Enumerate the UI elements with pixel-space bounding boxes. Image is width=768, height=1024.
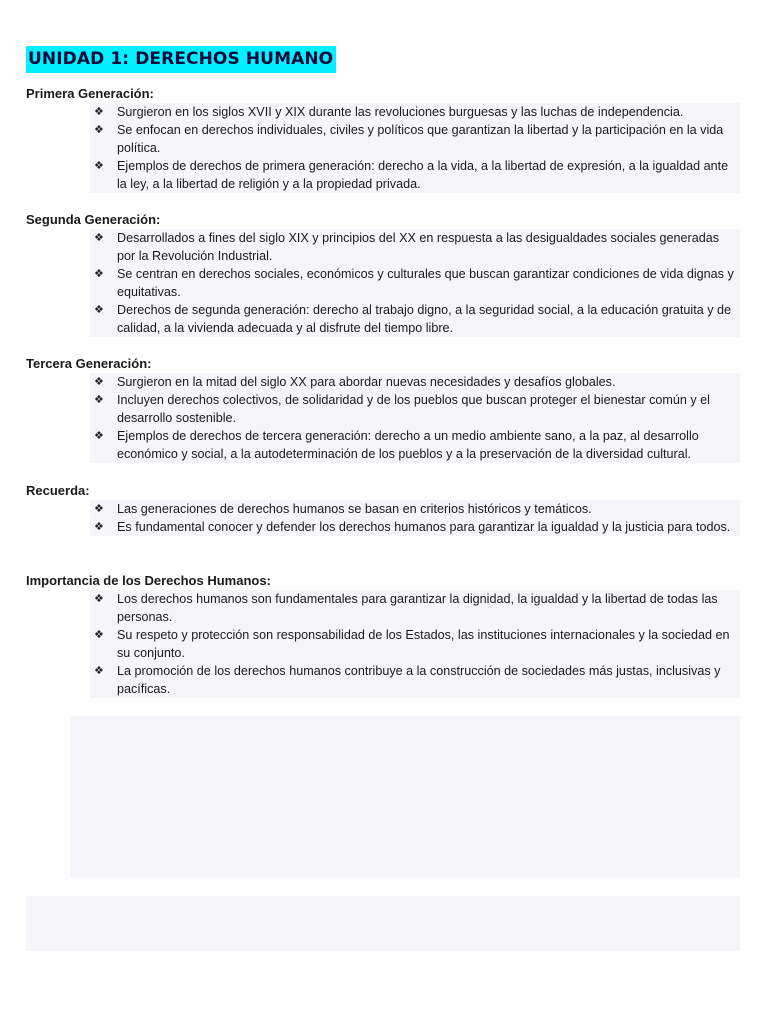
list-item — [90, 157, 740, 193]
list-item-text: Las generaciones de derechos humanos se basan en criterios históricos y temáticos. — [117, 502, 592, 516]
diamond-bullet-icon: ❖ — [94, 520, 104, 533]
list-item — [90, 373, 740, 391]
diamond-bullet-icon: ❖ — [94, 231, 104, 244]
diamond-bullet-icon: ❖ — [94, 664, 104, 677]
list-item — [90, 103, 740, 121]
diamond-bullet-icon: ❖ — [94, 375, 104, 388]
list-item — [90, 301, 740, 337]
diamond-bullet-icon: ❖ — [94, 303, 104, 316]
bullet-list — [90, 373, 740, 463]
list-item-text: Ejemplos de derechos de primera generación: derecho a la vida, a la libertad de expresión, a la igualdad ante la ley, a la libertad de religión y a la propiedad privada. — [117, 159, 729, 191]
diamond-bullet-icon: ❖ — [94, 393, 104, 406]
list-item-text: Derechos de segunda generación: derecho al trabajo digno, a la seguridad social, a la educación gratuita y de calidad, a la vivienda adecuada y al disfrute del tiempo libre. — [117, 303, 732, 335]
list-item — [90, 229, 740, 265]
section-primera-generacion — [26, 85, 740, 193]
diamond-bullet-icon: ❖ — [94, 592, 104, 605]
list-item-text: Desarrollados a fines del siglo XIX y principios del XX en respuesta a las desigualdades sociales generadas por la Revolución Industrial. — [117, 231, 720, 263]
empty-content-block — [70, 716, 740, 878]
section-importancia — [26, 572, 740, 698]
bullet-list — [90, 590, 740, 698]
diamond-bullet-icon: ❖ — [94, 502, 104, 515]
empty-content-block — [26, 896, 740, 951]
list-item-text: Se enfocan en derechos individuales, civiles y políticos que garantizan la libertad y la participación en la vida política. — [117, 123, 724, 155]
section-heading: Recuerda: — [26, 483, 90, 498]
list-item — [90, 662, 740, 698]
section-tercera-generacion — [26, 355, 740, 463]
diamond-bullet-icon: ❖ — [94, 159, 104, 172]
diamond-bullet-icon: ❖ — [94, 123, 104, 136]
section-segunda-generacion — [26, 211, 740, 337]
section-recuerda — [26, 482, 740, 536]
diamond-bullet-icon: ❖ — [94, 267, 104, 280]
list-item-text: Surgieron en la mitad del siglo XX para abordar nuevas necesidades y desafíos globales. — [117, 375, 616, 389]
diamond-bullet-icon: ❖ — [94, 628, 104, 641]
list-item — [90, 391, 740, 427]
list-item-text: Su respeto y protección son responsabilidad de los Estados, las instituciones internacionales y la sociedad en su conjunto. — [117, 628, 730, 660]
bullet-list — [90, 103, 740, 193]
list-item-text: Incluyen derechos colectivos, de solidaridad y de los pueblos que buscan proteger el bienestar común y el desarrollo sostenible. — [117, 393, 710, 425]
list-item — [90, 427, 740, 463]
list-item-text: Se centran en derechos sociales, económicos y culturales que buscan garantizar condiciones de vida dignas y equitativas. — [117, 267, 734, 299]
section-heading: Tercera Generación: — [26, 356, 152, 371]
bullet-list — [90, 500, 740, 536]
list-item — [90, 590, 740, 626]
section-heading: Primera Generación: — [26, 86, 154, 101]
list-item-text: Es fundamental conocer y defender los derechos humanos para garantizar la igualdad y la justicia para todos. — [117, 520, 731, 534]
bullet-list — [90, 229, 740, 337]
list-item — [90, 500, 740, 518]
section-heading: Importancia de los Derechos Humanos: — [26, 573, 271, 588]
diamond-bullet-icon: ❖ — [94, 105, 104, 118]
list-item — [90, 518, 740, 536]
diamond-bullet-icon: ❖ — [94, 429, 104, 442]
list-item — [90, 121, 740, 157]
list-item — [90, 265, 740, 301]
page-title: UNIDAD 1: DERECHOS HUMANO — [26, 46, 336, 73]
list-item-text: Surgieron en los siglos XVII y XIX durante las revoluciones burguesas y las luchas de independencia. — [117, 105, 684, 119]
section-heading: Segunda Generación: — [26, 212, 161, 227]
list-item-text: Los derechos humanos son fundamentales para garantizar la dignidad, la igualdad y la libertad de todas las personas. — [117, 592, 718, 624]
list-item — [90, 626, 740, 662]
list-item-text: Ejemplos de derechos de tercera generación: derecho a un medio ambiente sano, a la paz, al desarrollo económico y social, a la autodeterminación de los pueblos y a la preservación de la diversidad cultural. — [117, 429, 699, 461]
list-item-text: La promoción de los derechos humanos contribuye a la construcción de sociedades más justas, inclusivas y pacíficas. — [117, 664, 721, 696]
